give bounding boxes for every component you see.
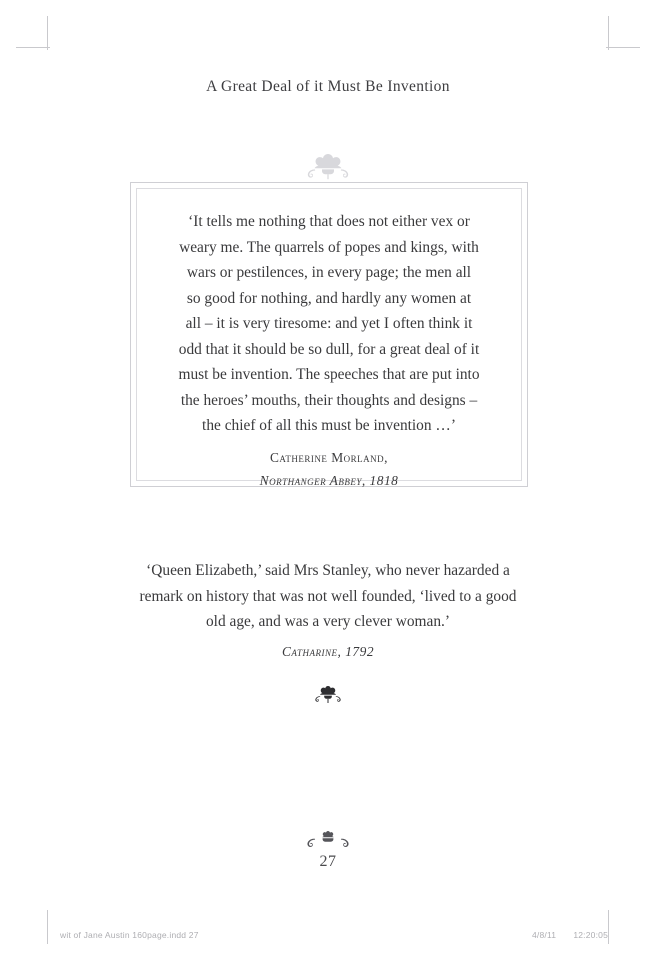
- slug-date: 4/8/11: [531, 930, 557, 940]
- crop-mark-top-right-vertical: [608, 16, 609, 50]
- epigraph-text: [153, 209, 505, 492]
- folio-flourish-ornament-icon: [0, 830, 656, 852]
- epigraph-line: wars or pestilences, in every page; the men all: [186, 264, 472, 281]
- epigraph-line: weary me. The quarrels of popes and kings, with: [179, 238, 479, 256]
- crop-mark-top-left-horizontal: [16, 47, 50, 48]
- crop-mark-top-left-vertical: [47, 16, 48, 50]
- folio: [0, 830, 656, 871]
- epigraph-attribution: [153, 446, 505, 492]
- page-number: 27: [319, 853, 337, 870]
- epigraph-attribution-work: Northanger Abbey, 1818: [259, 472, 399, 488]
- slug-timestamp: [532, 930, 608, 940]
- epigraph-attribution-name: Catherine Morland,: [269, 449, 389, 465]
- body-passage: [0, 558, 656, 664]
- passage-attribution: Catharine, 1792: [281, 643, 375, 659]
- slug-time: 12:20:05: [573, 930, 608, 940]
- printer-slug-line: [0, 930, 656, 944]
- passage-line: old age, and was a very clever woman.’: [205, 613, 450, 630]
- epigraph-line: all – it is very tiresome: and yet I often think it: [185, 315, 473, 332]
- epigraph-line: so good for nothing, and hardly any women at: [186, 289, 472, 307]
- passage-line: ‘Queen Elizabeth,’ said Mrs Stanley, who never hazarded a: [146, 562, 510, 579]
- section-break-ornament-icon: [0, 686, 656, 704]
- epigraph-line: ‘It tells me nothing that does not either vex or: [188, 213, 470, 230]
- passage-line: remark on history that was not well founded, ‘lived to a good: [139, 587, 517, 605]
- epigraph-frame: [130, 182, 528, 487]
- running-head: A Great Deal of it Must Be Invention: [206, 78, 450, 95]
- flourish-ornament-icon: [0, 152, 656, 182]
- epigraph-line: the chief of all this must be invention …’: [202, 417, 456, 434]
- slug-filename: wit of Jane Austin 160page.indd 27: [60, 930, 199, 940]
- epigraph-line: odd that it should be so dull, for a great deal of it: [178, 340, 480, 358]
- crop-mark-top-right-horizontal: [606, 47, 640, 48]
- epigraph-line: the heroes’ mouths, their thoughts and designs –: [180, 391, 478, 409]
- epigraph-line: must be invention. The speeches that are put into: [178, 366, 480, 383]
